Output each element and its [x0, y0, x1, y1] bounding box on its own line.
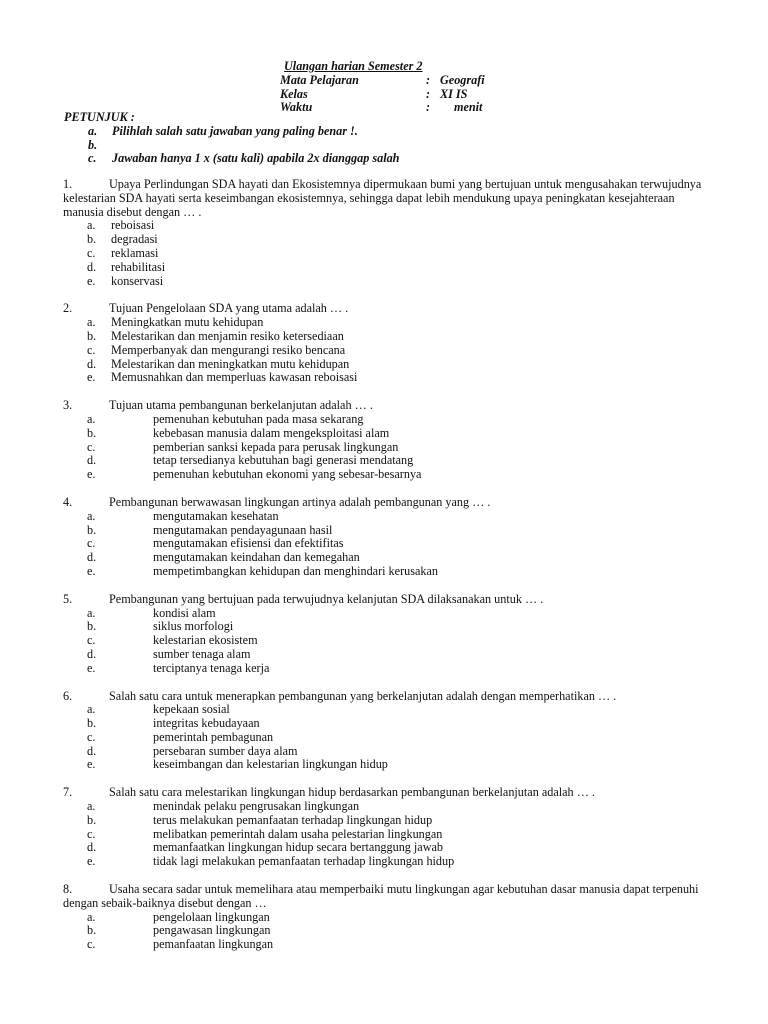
option-text: kepekaan sosial — [153, 702, 230, 717]
option-letter: c. — [87, 536, 96, 551]
question-item — [63, 786, 703, 869]
option-letter: c. — [87, 245, 96, 260]
option-text: menindak pelaku pengrusakan lingkungan — [153, 799, 360, 814]
option-letter: e. — [87, 370, 96, 385]
question-number: 8. — [63, 882, 73, 897]
option-letter: c. — [87, 826, 96, 841]
option-letter: a. — [87, 218, 96, 233]
option-letter: d. — [87, 840, 97, 855]
answer-option — [63, 565, 703, 579]
answer-option — [63, 219, 703, 233]
answer-option — [63, 800, 703, 814]
answer-option — [63, 662, 703, 676]
answer-option — [63, 841, 703, 855]
question-item — [63, 399, 703, 482]
answer-option — [63, 427, 703, 441]
question-number: 6. — [63, 688, 73, 703]
answer-option — [63, 275, 703, 289]
instruction-text: Pilihlah salah satu jawaban yang paling benar !. — [112, 123, 358, 138]
option-text: mengutamakan keindahan dan kemegahan — [153, 550, 360, 565]
info-separator: : — [426, 86, 431, 101]
question-head — [63, 883, 703, 911]
question-head — [63, 496, 703, 510]
option-letter: d. — [87, 743, 97, 758]
instruction-text: Jawaban hanya 1 x (satu kali) apabila 2x dianggap salah — [112, 151, 400, 166]
instructions — [64, 111, 399, 166]
answer-option — [63, 758, 703, 772]
option-letter: b. — [87, 232, 97, 247]
answer-option — [63, 731, 703, 745]
option-text: melibatkan pemerintah dalam usaha pelestarian lingkungan — [153, 826, 443, 841]
question-text: Tujuan Pengelolaan SDA yang utama adalah … . — [109, 301, 349, 316]
exam-title: Ulangan harian Semester 2 — [284, 59, 423, 73]
question-text: Salah satu cara melestarikan lingkungan hidup berdasarkan pembangunan berkelanjutan adalah … . — [109, 785, 595, 800]
question-text: Pembangunan berwawasan lingkungan artinya adalah pembangunan yang … . — [109, 494, 491, 509]
question-head — [63, 593, 703, 607]
option-text: pemberian sanksi kepada para perusak lingkungan — [153, 439, 399, 454]
instruction-item — [64, 152, 399, 166]
question-item — [63, 302, 703, 385]
option-text: Melestarikan dan meningkatkan mutu kehidupan — [111, 356, 350, 371]
answer-option — [63, 371, 703, 385]
info-label: Waktu — [280, 100, 313, 115]
instruction-letter: a. — [88, 123, 98, 138]
answer-option — [63, 454, 703, 468]
option-text: Memperbanyak dan mengurangi resiko bencana — [111, 342, 346, 357]
answer-option — [63, 634, 703, 648]
option-text: konservasi — [111, 273, 164, 288]
option-text: Memusnahkan dan memperluas kawasan reboisasi — [111, 370, 358, 385]
instruction-item — [64, 139, 399, 153]
answer-option — [63, 551, 703, 565]
option-letter: d. — [87, 356, 97, 371]
option-letter: d. — [87, 453, 97, 468]
option-text: mempetimbangkan kehidupan dan menghindari kerusakan — [153, 563, 438, 578]
answer-option — [63, 316, 703, 330]
answer-option — [63, 330, 703, 344]
option-text: siklus morfologi — [153, 619, 234, 634]
option-text: pemerintah pembagunan — [153, 729, 274, 744]
option-letter: b. — [87, 328, 97, 343]
answer-option — [63, 911, 703, 925]
info-separator: : — [426, 100, 431, 115]
option-text: keseimbangan dan kelestarian lingkungan hidup — [153, 757, 388, 772]
option-letter: e. — [87, 854, 96, 869]
instruction-letter: c. — [88, 151, 97, 166]
answer-option — [63, 344, 703, 358]
option-text: tidak lagi melakukan pemanfaatan terhadap lingkungan hidup — [153, 854, 455, 869]
option-text: reklamasi — [111, 245, 159, 260]
option-letter: c. — [87, 633, 96, 648]
question-head — [63, 690, 703, 704]
answer-option — [63, 537, 703, 551]
option-letter: c. — [87, 937, 96, 952]
info-label: Kelas — [280, 86, 308, 101]
question-number: 3. — [63, 398, 73, 413]
option-text: pemanfaatan lingkungan — [153, 937, 274, 952]
question-number: 7. — [63, 785, 73, 800]
option-letter: e. — [87, 467, 96, 482]
option-letter: b. — [87, 522, 97, 537]
question-list — [63, 178, 703, 966]
option-letter: a. — [87, 315, 96, 330]
option-text: kondisi alam — [153, 605, 216, 620]
answer-option — [63, 524, 703, 538]
info-value: menit — [454, 100, 483, 115]
answer-option — [63, 938, 703, 952]
question-head — [63, 399, 703, 413]
option-text: degradasi — [111, 232, 158, 247]
question-number: 1. — [63, 177, 73, 191]
question-head — [63, 178, 703, 219]
info-label: Mata Pelajaran — [280, 72, 359, 87]
instruction-letter: b. — [88, 137, 98, 152]
answer-option — [63, 924, 703, 938]
option-text: kelestarian ekosistem — [153, 633, 258, 648]
answer-option — [63, 607, 703, 621]
question-item — [63, 496, 703, 579]
answer-option — [63, 717, 703, 731]
answer-option — [63, 620, 703, 634]
option-text: persebaran sumber daya alam — [153, 743, 298, 758]
option-letter: c. — [87, 729, 96, 744]
question-item — [63, 593, 703, 676]
option-letter: a. — [87, 411, 96, 426]
option-text: mengutamakan pendayagunaan hasil — [153, 522, 333, 537]
option-text: pengawasan lingkungan — [153, 923, 271, 938]
answer-option — [63, 413, 703, 427]
answer-option — [63, 247, 703, 261]
answer-option — [63, 441, 703, 455]
option-letter: a. — [87, 605, 96, 620]
answer-option — [63, 233, 703, 247]
option-letter: b. — [87, 619, 97, 634]
option-letter: b. — [87, 716, 97, 731]
option-text: pemenuhan kebutuhan pada masa sekarang — [153, 411, 364, 426]
option-letter: e. — [87, 757, 96, 772]
option-text: pengelolaan lingkungan — [153, 909, 270, 924]
answer-option — [63, 855, 703, 869]
info-separator: : — [426, 72, 431, 87]
option-letter: d. — [87, 259, 97, 274]
option-text: reboisasi — [111, 218, 155, 233]
question-text: Tujuan utama pembangunan berkelanjutan adalah … . — [109, 398, 373, 413]
info-value: XI IS — [440, 86, 468, 101]
instructions-label: PETUNJUK : — [64, 110, 135, 124]
question-item — [63, 178, 703, 288]
option-letter: a. — [87, 799, 96, 814]
answer-option — [63, 510, 703, 524]
option-letter: c. — [87, 439, 96, 454]
question-text: Upaya Perlindungan SDA hayati dan Ekosistemnya dipermukaan bumi yang bertujuan untuk mengusahakan terwujudnya kelestarian SDA hayati serta keseimbangan ekosistemnya, sehingga dapat lebih mendukung upaya peningkatan kesejahteraan manusia disebut dengan … . — [63, 177, 702, 219]
question-text: Salah satu cara untuk menerapkan pembangunan yang berkelanjutan adalah dengan memperhatikan … . — [109, 688, 617, 703]
answer-option — [63, 358, 703, 372]
option-text: memanfaatkan lingkungan hidup secara bertanggung jawab — [153, 840, 444, 855]
exam-header — [280, 60, 540, 115]
option-letter: c. — [87, 342, 96, 357]
option-text: integritas kebudayaan — [153, 716, 260, 731]
option-letter: e. — [87, 563, 96, 578]
question-item — [63, 690, 703, 773]
question-item — [63, 883, 703, 952]
option-text: sumber tenaga alam — [153, 646, 251, 661]
answer-option — [63, 648, 703, 662]
option-letter: a. — [87, 702, 96, 717]
option-letter: d. — [87, 646, 97, 661]
option-text: mengutamakan kesehatan — [153, 508, 279, 523]
option-text: pemenuhan kebutuhan ekonomi yang sebesar-besarnya — [153, 467, 422, 482]
answer-option — [63, 703, 703, 717]
option-text: terus melakukan pemanfaatan terhadap lingkungan hidup — [153, 812, 433, 827]
option-text: mengutamakan efisiensi dan efektifitas — [153, 536, 344, 551]
option-letter: b. — [87, 812, 97, 827]
answer-option — [63, 828, 703, 842]
question-head — [63, 302, 703, 316]
answer-option — [63, 745, 703, 759]
info-row-subject — [280, 74, 540, 88]
option-letter: a. — [87, 508, 96, 523]
answer-option — [63, 261, 703, 275]
option-text: kebebasan manusia dalam mengeksploitasi alam — [153, 425, 390, 440]
option-text: Meningkatkan mutu kehidupan — [111, 315, 264, 330]
answer-option — [63, 814, 703, 828]
option-text: terciptanya tenaga kerja — [153, 660, 270, 675]
option-letter: b. — [87, 923, 97, 938]
question-number: 5. — [63, 591, 73, 606]
option-text: Melestarikan dan menjamin resiko ketersediaan — [111, 328, 344, 343]
question-text: Pembangunan yang bertujuan pada terwujudnya kelanjutan SDA dilaksanakan untuk … . — [109, 591, 544, 606]
answer-option — [63, 468, 703, 482]
option-letter: e. — [87, 273, 96, 288]
option-text: rehabilitasi — [111, 259, 166, 274]
option-letter: d. — [87, 550, 97, 565]
instruction-item — [64, 125, 399, 139]
question-head — [63, 786, 703, 800]
question-text: Usaha secara sadar untuk memelihara atau memperbaiki mutu lingkungan agar kebutuhan dasar manusia dapat terpenuhi dengan sebaik-baiknya disebut dengan … — [63, 882, 699, 910]
option-text: tetap tersedianya kebutuhan bagi generasi mendatang — [153, 453, 414, 468]
question-number: 2. — [63, 301, 73, 316]
option-letter: e. — [87, 660, 96, 675]
info-row-class — [280, 88, 540, 102]
option-letter: b. — [87, 425, 97, 440]
question-number: 4. — [63, 494, 73, 509]
option-letter: a. — [87, 909, 96, 924]
info-value: Geografi — [440, 72, 485, 87]
